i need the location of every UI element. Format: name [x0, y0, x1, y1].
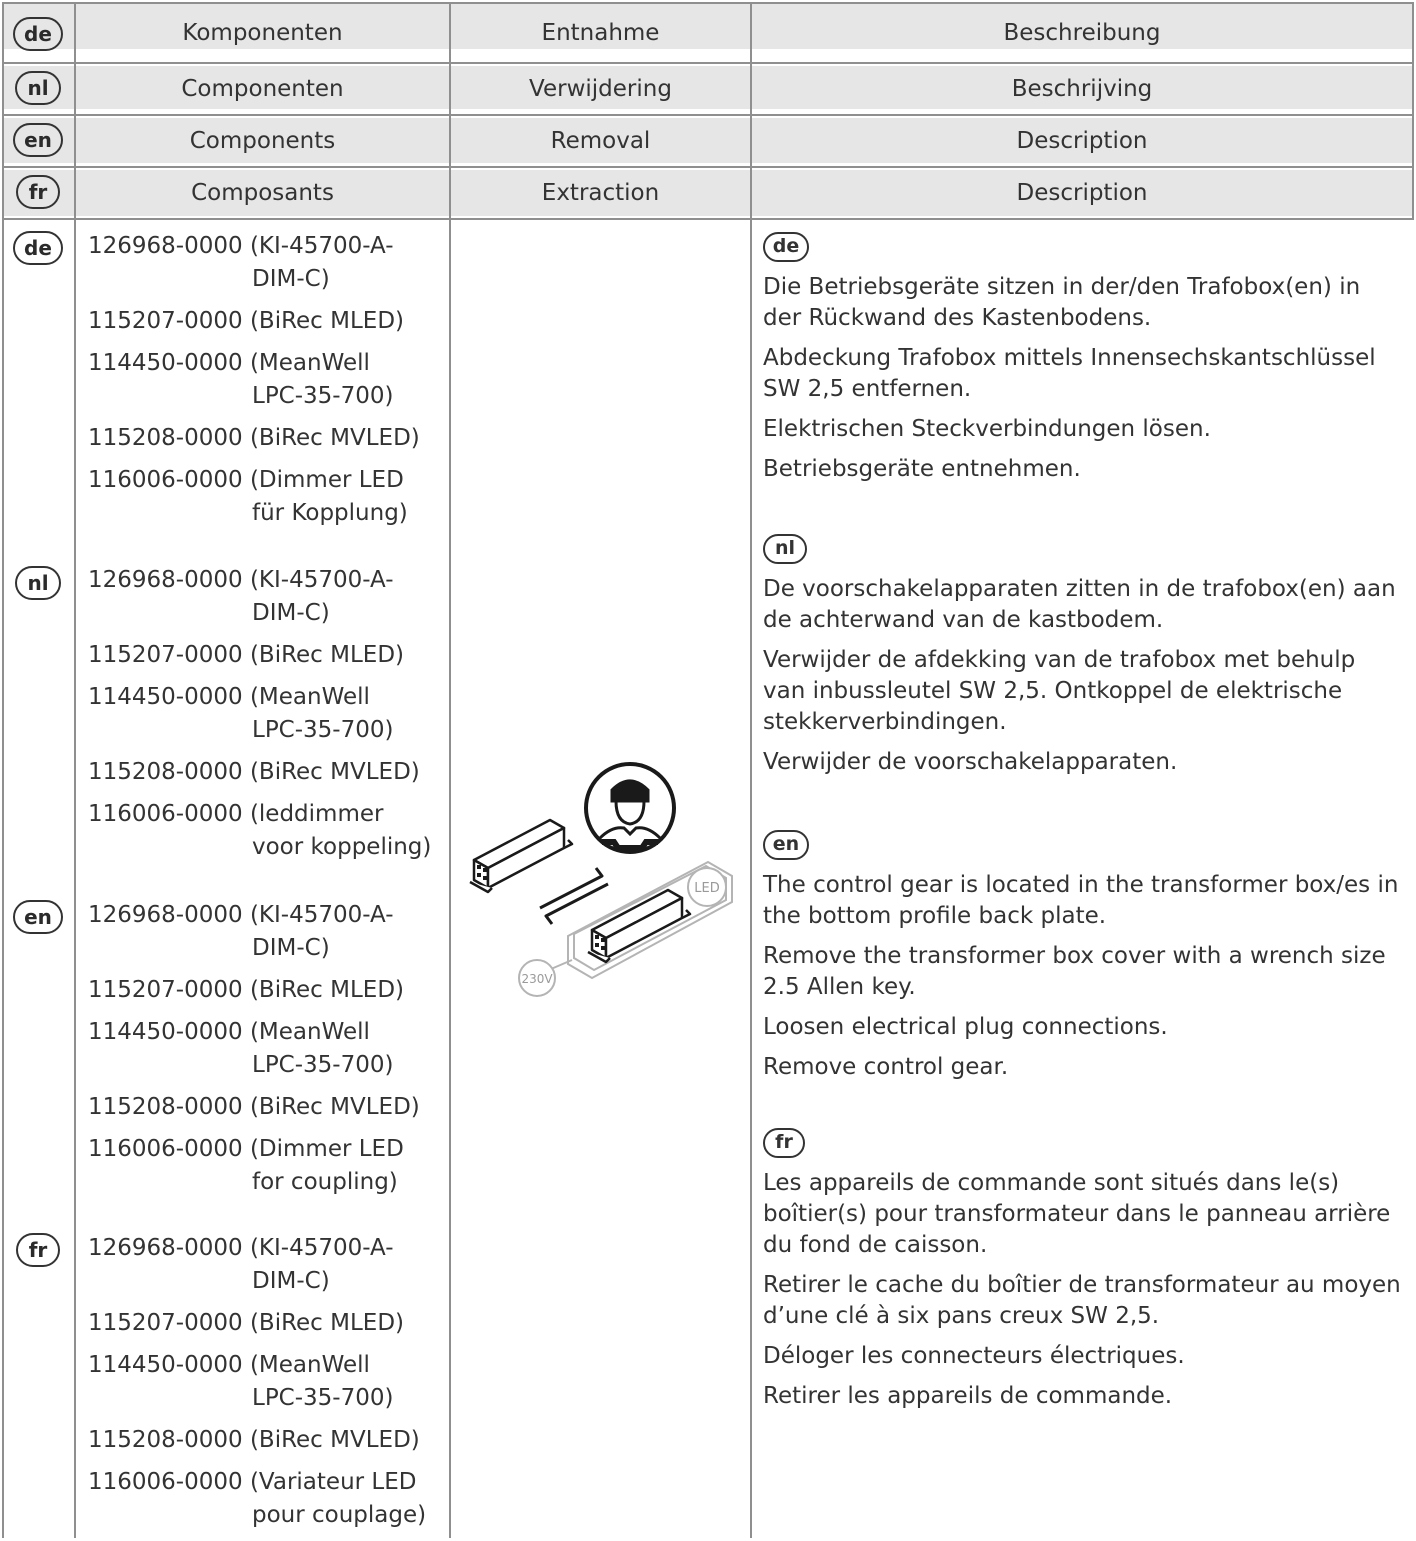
lang-badge-fr: fr: [763, 1128, 805, 1158]
description-paragraph: Retirer les appareils de commande.: [763, 1382, 1173, 1409]
header-removal: Removal: [550, 128, 651, 154]
technician-wrench-icon: [586, 764, 674, 852]
lang-badge-fr: fr: [16, 1233, 60, 1267]
description-en: [763, 828, 1403, 1092]
component-item: 115208-0000 (BiRec MVLED): [88, 425, 420, 451]
description-paragraph: Déloger les connecteurs électriques.: [763, 1342, 1185, 1369]
description-paragraph: De voorschakelapparaten zitten in de trafobox(en) aan de achterwand van de kastbodem.: [763, 575, 1396, 633]
description-paragraph: Verwijder de afdekking van de trafobox met behulp van inbussleutel SW 2,5. Ontkoppel de elektrische stekkerverbindingen.: [763, 646, 1356, 735]
header-removal: Entnahme: [541, 20, 660, 46]
led-label: LED: [694, 881, 720, 896]
components-list-nl: [88, 564, 448, 873]
description-paragraph: Les appareils de commande sont situés dans le(s) boîtier(s) pour transformateur dans le panneau arrière du fond de caisson.: [763, 1169, 1391, 1258]
header-description: Description: [1016, 180, 1148, 206]
components-list-de: [88, 230, 448, 539]
description-paragraph: Remove the transformer box cover with a wrench size 2.5 Allen key.: [763, 942, 1386, 1000]
header-components: Components: [189, 128, 336, 154]
component-item: 115208-0000 (BiRec MVLED): [88, 759, 420, 785]
component-item: 114450-0000 (MeanWell LPC-35-700): [88, 1019, 394, 1078]
description-paragraph: Abdeckung Trafobox mittels Innensechskantschlüssel SW 2,5 entfernen.: [763, 344, 1376, 402]
component-item: 115207-0000 (BiRec MLED): [88, 977, 405, 1003]
header-components: Composants: [191, 180, 334, 206]
component-item: 114450-0000 (MeanWell LPC-35-700): [88, 350, 394, 409]
voltage-label: 230V: [521, 972, 553, 986]
component-item: 126968-0000 (KI-45700-A- DIM-C): [88, 567, 394, 626]
component-item: 115208-0000 (BiRec MVLED): [88, 1094, 420, 1120]
column-divider: [74, 2, 76, 1538]
component-item: 115207-0000 (BiRec MLED): [88, 642, 405, 668]
component-item: 126968-0000 (KI-45700-A- DIM-C): [88, 902, 394, 961]
description-paragraph: Betriebsgeräte entnehmen.: [763, 455, 1081, 482]
component-item: 115208-0000 (BiRec MVLED): [88, 1427, 420, 1453]
header-description: Description: [1016, 128, 1148, 154]
description-nl: [763, 532, 1403, 787]
component-item: 116006-0000 (Dimmer LED für Kopplung): [88, 467, 408, 526]
lang-badge-en: en: [13, 900, 63, 934]
component-item: 114450-0000 (MeanWell LPC-35-700): [88, 684, 394, 743]
component-item: 115207-0000 (BiRec MLED): [88, 1310, 405, 1336]
description-paragraph: Verwijder de voorschakelapparaten.: [763, 748, 1178, 775]
description-de: [763, 230, 1403, 494]
removal-illustration: [462, 752, 742, 1032]
lang-badge-en: en: [763, 830, 809, 860]
description-paragraph: Remove control gear.: [763, 1053, 1009, 1080]
column-divider: [449, 2, 451, 1538]
header-components: Componenten: [181, 76, 344, 102]
table-border-left: [2, 2, 4, 1538]
lang-badge-de: de: [763, 232, 809, 262]
description-paragraph: Retirer le cache du boîtier de transformateur au moyen d’une clé à six pans creux SW 2,5.: [763, 1271, 1401, 1329]
header-removal: Verwijdering: [529, 76, 672, 102]
header-components: Komponenten: [182, 20, 343, 46]
description-paragraph: The control gear is located in the transformer box/es in the bottom profile back plate.: [763, 871, 1399, 929]
description-fr: [763, 1126, 1403, 1421]
lang-badge-de: de: [13, 17, 63, 51]
components-list-fr: [88, 1232, 448, 1541]
component-item: 116006-0000 (Dimmer LED for coupling): [88, 1136, 404, 1195]
lang-badge-fr: fr: [16, 175, 60, 209]
lang-badge-nl: nl: [763, 534, 807, 564]
table-border-right: [1412, 2, 1414, 218]
components-list-en: [88, 899, 448, 1208]
swap-arrow-icon: [540, 868, 608, 924]
header-description: Beschrijving: [1011, 76, 1153, 102]
lang-badge-nl: nl: [15, 566, 61, 600]
component-item: 126968-0000 (KI-45700-A- DIM-C): [88, 1235, 394, 1294]
component-item: 116006-0000 (Variateur LED pour couplage): [88, 1469, 427, 1528]
header-description: Beschreibung: [1003, 20, 1161, 46]
component-item: 126968-0000 (KI-45700-A- DIM-C): [88, 233, 394, 292]
component-item: 114450-0000 (MeanWell LPC-35-700): [88, 1352, 394, 1411]
description-paragraph: Die Betriebsgeräte sitzen in der/den Trafobox(en) in der Rückwand des Kastenbodens.: [763, 273, 1361, 331]
component-item: 115207-0000 (BiRec MLED): [88, 308, 405, 334]
description-paragraph: Elektrischen Steckverbindungen lösen.: [763, 415, 1211, 442]
lang-badge-de: de: [13, 231, 63, 265]
description-paragraph: Loosen electrical plug connections.: [763, 1013, 1168, 1040]
column-divider: [750, 2, 752, 1538]
lang-badge-nl: nl: [15, 71, 61, 105]
table-divider: [2, 218, 1414, 220]
header-removal: Extraction: [541, 180, 660, 206]
lang-badge-en: en: [13, 123, 63, 157]
component-item: 116006-0000 (leddimmer voor koppeling): [88, 801, 432, 860]
